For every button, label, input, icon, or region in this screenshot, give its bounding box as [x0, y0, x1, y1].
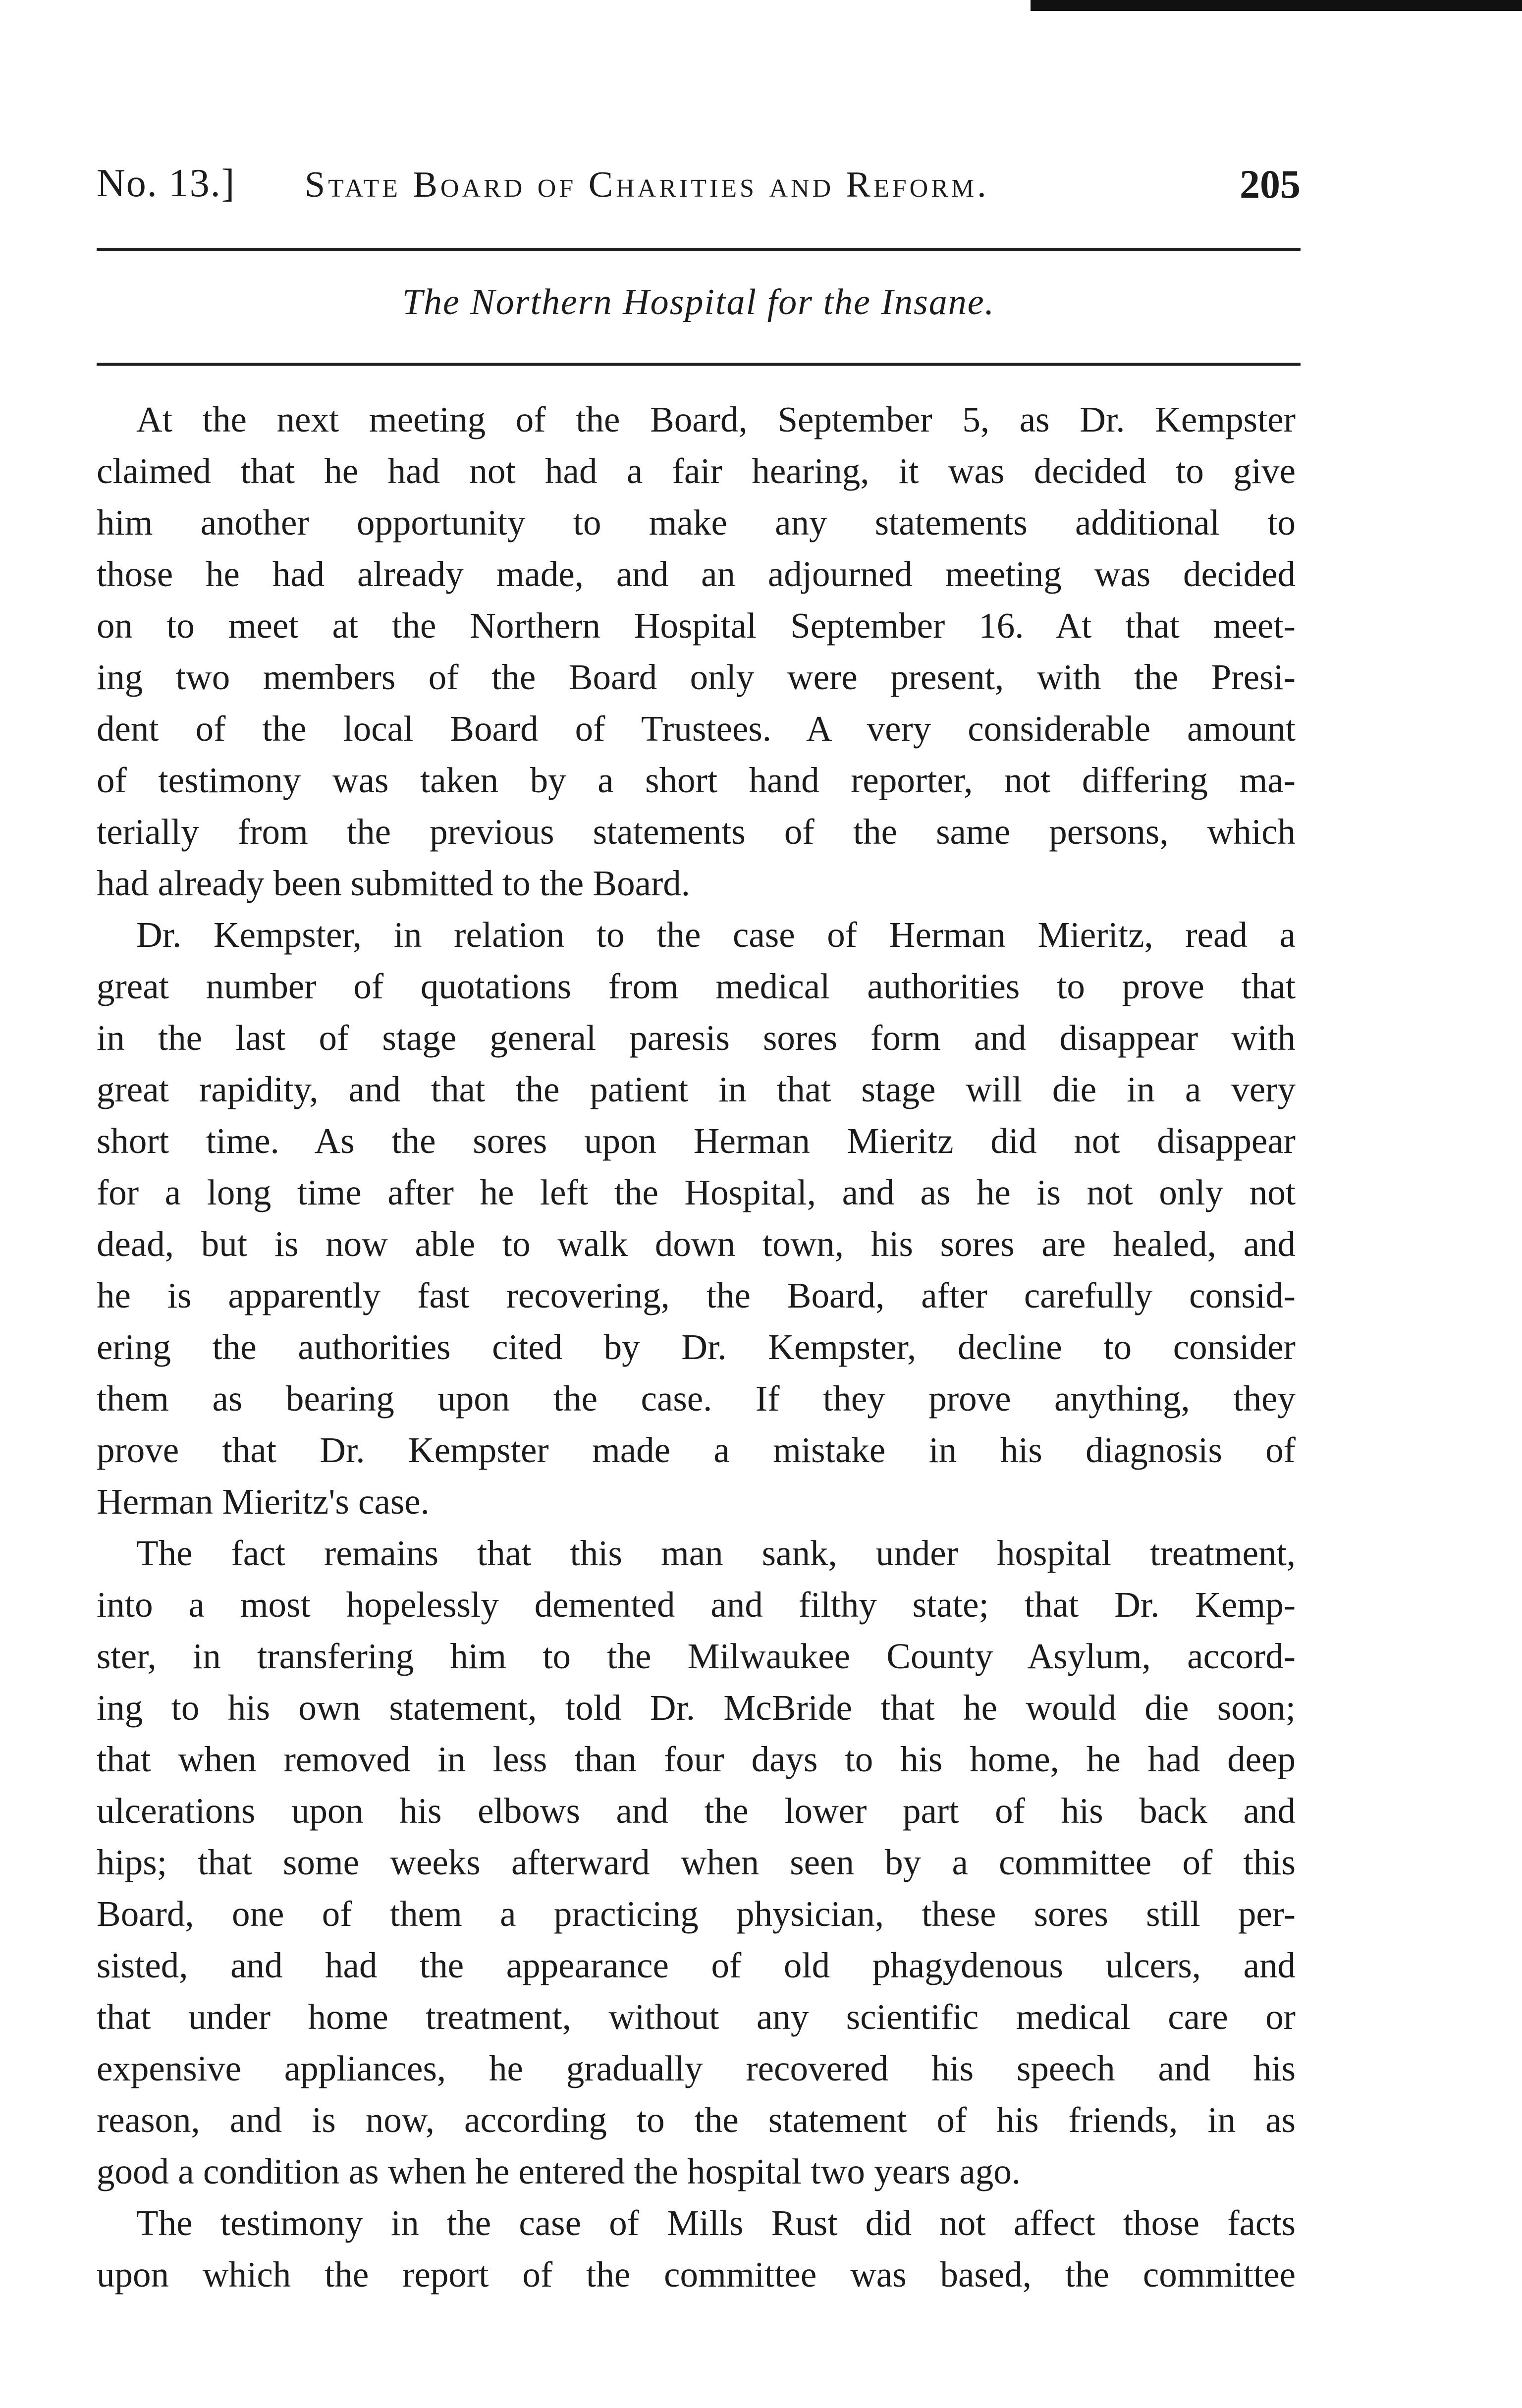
text-line: short time. As the sores upon Herman Mieritz did not disappear: [97, 1121, 1296, 1161]
page-number: 205: [1240, 162, 1301, 207]
text-line: into a most hopelessly demented and filthy state; that Dr. Kemp-: [97, 1585, 1296, 1625]
text-line: Dr. Kempster, in relation to the case of Herman Mieritz, read a: [136, 915, 1296, 955]
text-line: had already been submitted to the Board.: [97, 863, 691, 903]
section-rule: [97, 363, 1301, 366]
text-line: dent of the local Board of Trustees. A very considerable amount: [97, 709, 1296, 749]
text-line: ing to his own statement, told Dr. McBride that he would die soon;: [97, 1688, 1296, 1728]
text-line: that under home treatment, without any scientific medical care or: [97, 1997, 1296, 2037]
scan-edge-mark: [1031, 0, 1522, 11]
text-line: on to meet at the Northern Hospital September 16. At that meet-: [97, 605, 1296, 646]
section-title: The Northern Hospital for the Insane.: [402, 282, 995, 323]
text-line: reason, and is now, according to the statement of his friends, in as: [97, 2100, 1296, 2140]
paragraph: [97, 394, 1296, 909]
text-line: great number of quotations from medical authorities to prove that: [97, 966, 1296, 1006]
text-line: Herman Mieritz's case.: [97, 1481, 430, 1522]
text-line: dead, but is now able to walk down town, his sores are healed, and: [97, 1224, 1296, 1264]
text-line: great rapidity, and that the patient in that stage will die in a very: [97, 1069, 1296, 1109]
header-rule: [97, 248, 1301, 251]
paragraph: [97, 909, 1296, 1528]
text-line: for a long time after he left the Hospital, and as he is not only not: [97, 1172, 1296, 1212]
text-line: The fact remains that this man sank, under hospital treatment,: [136, 1533, 1296, 1573]
text-line: sisted, and had the appearance of old phagydenous ulcers, and: [97, 1945, 1296, 1985]
text-line: prove that Dr. Kempster made a mistake in his diagnosis of: [97, 1430, 1296, 1470]
paragraph: [97, 1528, 1296, 2197]
text-line: expensive appliances, he gradually recovered his speech and his: [97, 2048, 1296, 2088]
text-line: good a condition as when he entered the hospital two years ago.: [97, 2151, 1021, 2191]
text-line: The testimony in the case of Mills Rust did not affect those facts: [136, 2203, 1296, 2243]
text-line: that when removed in less than four days to his home, he had deep: [97, 1739, 1296, 1779]
text-line: he is apparently fast recovering, the Board, after carefully consid-: [97, 1275, 1296, 1315]
document-number: No. 13.]: [97, 162, 236, 205]
text-line: them as bearing upon the case. If they prove anything, they: [97, 1378, 1296, 1419]
text-line: At the next meeting of the Board, September 5, as Dr. Kempster: [136, 399, 1296, 439]
text-line: upon which the report of the committee was based, the committee: [97, 2254, 1296, 2295]
running-title: State Board of Charities and Reform.: [305, 164, 989, 205]
body-text: [97, 394, 1296, 2300]
text-line: ing two members of the Board only were present, with the Presi-: [97, 657, 1296, 697]
text-line: in the last of stage general paresis sores form and disappear with: [97, 1018, 1296, 1058]
running-header: [97, 161, 1301, 216]
text-line: him another opportunity to make any statements additional to: [97, 502, 1296, 543]
text-line: ulcerations upon his elbows and the lower part of his back and: [97, 1791, 1296, 1831]
text-line: those he had already made, and an adjourned meeting was decided: [97, 554, 1296, 594]
text-line: Board, one of them a practicing physician, these sores still per-: [97, 1894, 1296, 1934]
text-line: hips; that some weeks afterward when seen by a committee of this: [97, 1842, 1296, 1882]
text-line: claimed that he had not had a fair hearing, it was decided to give: [97, 451, 1296, 491]
text-line: ster, in transfering him to the Milwaukee County Asylum, accord-: [97, 1636, 1296, 1676]
text-line: ering the authorities cited by Dr. Kempster, decline to consider: [97, 1327, 1296, 1367]
text-line: of testimony was taken by a short hand reporter, not differing ma-: [97, 760, 1296, 800]
text-line: terially from the previous statements of the same persons, which: [97, 812, 1296, 852]
paragraph: [97, 2197, 1296, 2300]
